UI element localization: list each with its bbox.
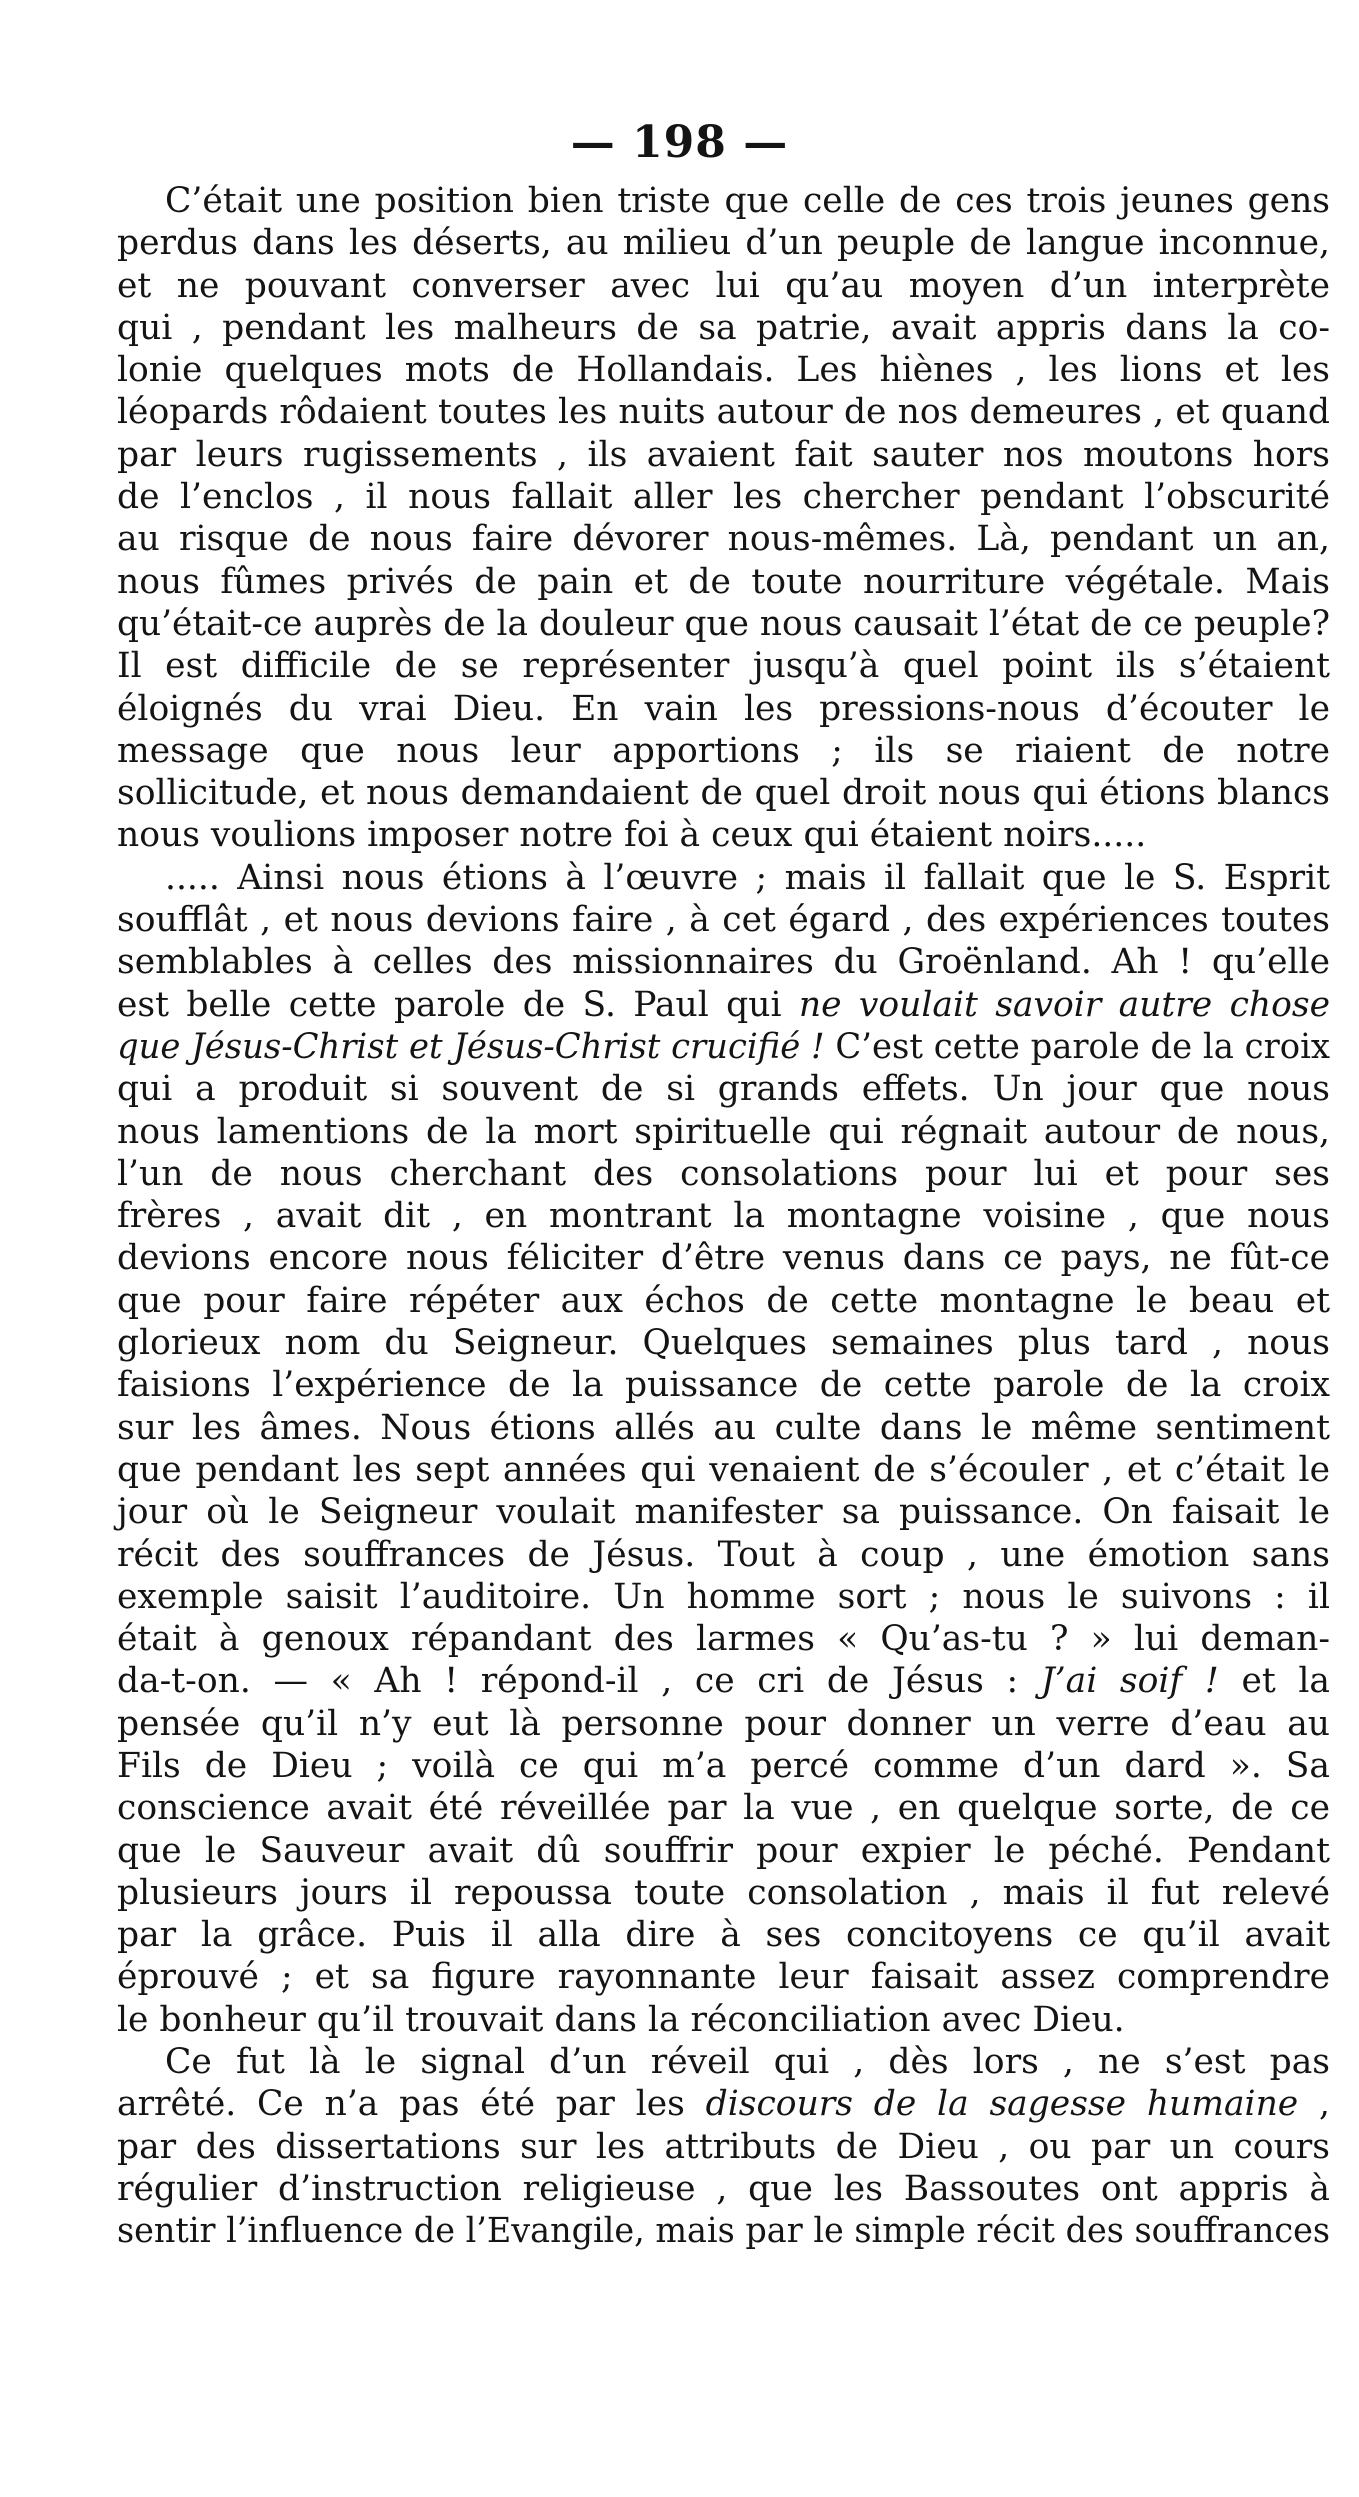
text-line xyxy=(117,1322,1330,1364)
body-text xyxy=(117,180,1330,2253)
text-line xyxy=(117,2083,1330,2125)
text-line xyxy=(117,2168,1330,2210)
text-line xyxy=(117,772,1330,814)
text-line xyxy=(117,1618,1330,1660)
text-line xyxy=(117,1956,1330,1998)
text-line xyxy=(117,265,1330,307)
text-segment: éloignés du vrai Dieu. En vain les pressions-nous d’écouter le xyxy=(117,688,1330,729)
text-segment: Fils de Dieu ; voilà ce qui m’a percé comme d’un dard ». Sa xyxy=(117,1745,1330,1786)
text-segment: par des dissertations sur les attributs de Dieu , ou par un cours xyxy=(117,2126,1330,2167)
text-segment: faisions l’expérience de la puissance de cette parole de la croix xyxy=(117,1365,1330,1406)
text-line xyxy=(117,1407,1330,1449)
italic-text: J’ai soif ! xyxy=(1040,1661,1219,1702)
text-segment: qui , pendant les malheurs de sa patrie, avait appris dans la co- xyxy=(117,307,1330,348)
text-line xyxy=(117,857,1330,899)
text-segment: et ne pouvant converser avec lui qu’au moyen d’un interprète xyxy=(117,265,1330,306)
text-segment: message que nous leur apportions ; ils se riaient de notre xyxy=(117,730,1330,771)
text-line xyxy=(117,1280,1330,1322)
text-line xyxy=(117,1491,1330,1533)
text-segment: et la xyxy=(1218,1661,1331,1702)
text-line xyxy=(117,1999,1330,2041)
text-line xyxy=(117,518,1330,560)
text-line xyxy=(117,1153,1330,1195)
text-segment: devions encore nous féliciter d’être venus dans ce pays, ne fût-ce xyxy=(117,1238,1330,1279)
text-segment: est belle cette parole de S. Paul qui xyxy=(117,984,799,1025)
text-line xyxy=(117,561,1330,603)
text-line xyxy=(117,1026,1330,1068)
text-segment: que pour faire répéter aux échos de cette montagne le beau et xyxy=(117,1280,1330,1321)
text-segment: récit des souffrances de Jésus. Tout à coup , une émotion sans xyxy=(117,1534,1330,1575)
text-line xyxy=(117,1703,1330,1745)
text-segment: que pendant les sept années qui venaient de s’écouler , et c’était le xyxy=(117,1449,1330,1490)
text-line xyxy=(117,1787,1330,1829)
text-segment: le bonheur qu’il trouvait dans la réconciliation avec Dieu. xyxy=(117,1999,1125,2040)
text-segment: exemple saisit l’auditoire. Un homme sort ; nous le suivons : il xyxy=(117,1576,1330,1617)
text-segment: que le Sauveur avait dû souffrir pour expier le péché. Pendant xyxy=(117,1830,1330,1871)
text-segment: plusieurs jours il repoussa toute consolation , mais il fut relevé xyxy=(117,1872,1330,1913)
italic-text: ne voulait savoir autre chose xyxy=(798,984,1330,1025)
italic-text: que Jésus-Christ et Jésus-Christ crucifié ! xyxy=(117,1026,825,1067)
text-line xyxy=(117,1195,1330,1237)
text-line xyxy=(117,180,1330,222)
text-line xyxy=(117,434,1330,476)
text-line xyxy=(117,307,1330,349)
text-line xyxy=(117,603,1330,645)
text-segment: nous fûmes privés de pain et de toute nourriture végétale. Mais xyxy=(117,561,1330,602)
text-segment: frères , avait dit , en montrant la montagne voisine , que nous xyxy=(117,1196,1330,1237)
text-segment: C’était une position bien triste que celle de ces trois jeunes gens xyxy=(165,181,1330,221)
text-segment: , xyxy=(1298,2084,1330,2125)
italic-text: discours de la sagesse humaine xyxy=(705,2084,1299,2125)
text-line xyxy=(117,222,1330,264)
text-line xyxy=(117,1745,1330,1787)
text-line xyxy=(117,391,1330,433)
text-segment: nous lamentions de la mort spirituelle qui régnait autour de nous, xyxy=(117,1111,1330,1152)
text-segment: soufflât , et nous devions faire , à cet égard , des expériences toutes xyxy=(117,900,1330,941)
text-line xyxy=(117,349,1330,391)
text-segment: l’un de nous cherchant des consolations pour lui et pour ses xyxy=(117,1153,1330,1194)
text-segment: lonie quelques mots de Hollandais. Les hiènes , les lions et les xyxy=(117,350,1330,391)
text-segment: C’est cette parole de la croix xyxy=(824,1026,1330,1067)
text-segment: de l’enclos , il nous fallait aller les chercher pendant l’obscurité xyxy=(117,477,1330,518)
text-segment: léopards rôdaient toutes les nuits autour de nos demeures , et quand xyxy=(117,392,1330,433)
text-segment: sollicitude, et nous demandaient de quel droit nous qui étions blancs xyxy=(117,773,1330,814)
text-line xyxy=(117,1364,1330,1406)
text-line xyxy=(117,1576,1330,1618)
text-segment: était à genoux répandant des larmes « Qu’as-tu ? » lui deman- xyxy=(117,1619,1330,1660)
text-line xyxy=(117,730,1330,772)
text-line xyxy=(117,984,1330,1026)
text-line xyxy=(117,1830,1330,1872)
text-line xyxy=(117,688,1330,730)
text-segment: Ce fut là le signal d’un réveil qui , dès lors , ne s’est pas xyxy=(165,2042,1330,2083)
text-segment: qu’était-ce auprès de la douleur que nous causait l’état de ce peuple? xyxy=(117,603,1330,644)
text-line xyxy=(117,814,1330,856)
text-line xyxy=(117,2041,1330,2083)
text-segment: conscience avait été réveillée par la vue , en quelque sorte, de ce xyxy=(117,1788,1330,1829)
text-line xyxy=(117,1872,1330,1914)
text-segment: par la grâce. Puis il alla dire à ses concitoyens ce qu’il avait xyxy=(117,1915,1330,1956)
text-segment: da-t-on. — « Ah ! répond-il , ce cri de Jésus : xyxy=(117,1661,1041,1702)
text-line xyxy=(117,476,1330,518)
text-line xyxy=(117,2126,1330,2168)
text-segment: éprouvé ; et sa figure rayonnante leur faisait assez comprendre xyxy=(117,1957,1330,1998)
text-segment: glorieux nom du Seigneur. Quelques semaines plus tard , nous xyxy=(117,1323,1330,1364)
text-segment: pensée qu’il n’y eut là personne pour donner un verre d’eau au xyxy=(117,1703,1330,1744)
text-segment: au risque de nous faire dévorer nous-mêmes. Là, pendant un an, xyxy=(117,519,1330,560)
text-line xyxy=(117,1660,1330,1702)
text-segment: semblables à celles des missionnaires du Groënland. Ah ! qu’elle xyxy=(117,942,1330,983)
text-segment: régulier d’instruction religieuse , que les Bassoutes ont appris à xyxy=(117,2168,1330,2209)
text-line xyxy=(117,645,1330,687)
text-segment: ..... Ainsi nous étions à l’œuvre ; mais il fallait que le S. Esprit xyxy=(165,857,1330,898)
text-line xyxy=(117,1914,1330,1956)
text-line xyxy=(117,1449,1330,1491)
text-segment: nous voulions imposer notre foi à ceux qui étaient noirs..... xyxy=(117,815,1147,856)
text-segment: qui a produit si souvent de si grands effets. Un jour que nous xyxy=(117,1069,1330,1110)
text-line xyxy=(117,1068,1330,1110)
text-segment: jour où le Seigneur voulait manifester sa puissance. On faisait le xyxy=(117,1492,1330,1533)
page-number: — 198 — xyxy=(570,117,789,168)
text-line xyxy=(117,1111,1330,1153)
text-line xyxy=(117,899,1330,941)
text-line xyxy=(117,2210,1330,2252)
text-line xyxy=(117,1534,1330,1576)
text-line xyxy=(117,1237,1330,1279)
text-segment: par leurs rugissements , ils avaient fait sauter nos moutons hors xyxy=(117,434,1330,475)
text-segment: sur les âmes. Nous étions allés au culte dans le même sentiment xyxy=(117,1407,1330,1448)
text-segment: sentir l’influence de l’Evangile, mais par le simple récit des souffrances xyxy=(117,2211,1330,2252)
text-segment: perdus dans les déserts, au milieu d’un peuple de langue inconnue, xyxy=(117,223,1330,264)
text-segment: Il est difficile de se représenter jusqu’à quel point ils s’étaient xyxy=(117,646,1330,687)
text-line xyxy=(117,941,1330,983)
text-segment: arrêté. Ce n’a pas été par les xyxy=(117,2084,706,2125)
